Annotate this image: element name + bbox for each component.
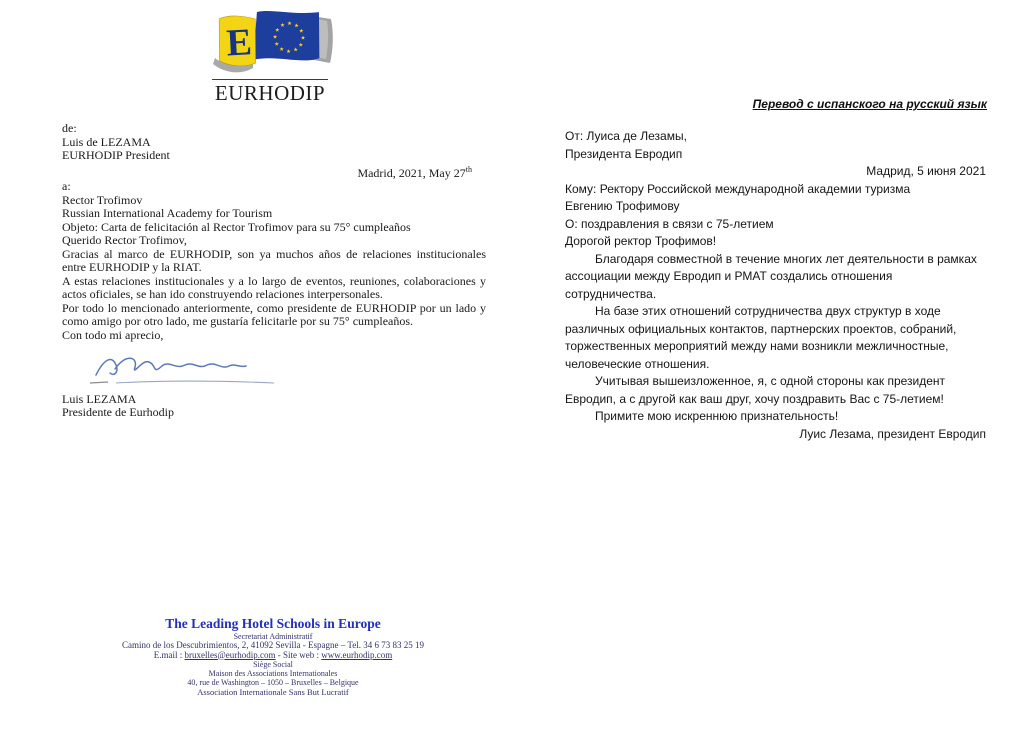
footer-contact-line bbox=[60, 651, 486, 661]
ru-thanks-line: Примите мою искреннюю признательность! bbox=[595, 409, 839, 423]
svg-text:★: ★ bbox=[279, 46, 285, 53]
signer-name: Luis LEZAMA bbox=[62, 391, 137, 406]
from-title: EURHODIP President bbox=[62, 148, 170, 162]
date-text: Madrid, 2021, May 27 bbox=[357, 165, 466, 180]
footer-title: The Leading Hotel Schools in Europe bbox=[165, 616, 381, 631]
svg-text:★: ★ bbox=[300, 35, 306, 42]
to-name: Rector Trofimov bbox=[62, 192, 143, 207]
handwritten-signature bbox=[88, 347, 486, 393]
ru-body-paragraph: Учитывая вышеизложенное, я, с одной стороны как президент Евродип, а с другой как ваш друг, хочу поздравить Вас с 75-летием! bbox=[565, 374, 946, 406]
svg-text:★: ★ bbox=[286, 21, 293, 28]
salutation: Querido Rector Trofimov, bbox=[62, 233, 187, 247]
ru-from-line2: Президента Евродип bbox=[565, 146, 683, 161]
logo-caption: EURHODIP bbox=[212, 79, 328, 106]
svg-text:★: ★ bbox=[274, 41, 280, 48]
svg-text:★: ★ bbox=[298, 28, 304, 35]
svg-text:★: ★ bbox=[272, 34, 278, 41]
ru-to-line1: Кому: Ректору Российской международной академии туризма bbox=[565, 181, 911, 196]
russian-translation bbox=[565, 128, 986, 443]
to-org: Russian International Academy for Tourism bbox=[62, 206, 273, 220]
to-label: a: bbox=[62, 179, 71, 193]
svg-text:★: ★ bbox=[298, 42, 304, 49]
footer-siege: Siège Social bbox=[253, 660, 293, 669]
letter-date bbox=[62, 163, 486, 181]
letter-e: E bbox=[225, 21, 253, 65]
eurhodip-flags-icon bbox=[201, 6, 339, 78]
site-label: - Site web : bbox=[275, 649, 322, 660]
ru-from-line1: От: Луиса де Лезамы, bbox=[565, 129, 687, 143]
letterhead-footer bbox=[60, 616, 486, 697]
signature-icon bbox=[88, 347, 288, 389]
ru-body-paragraph: Благодаря совместной в течение многих лет деятельности в рамках ассоциации между Евродип и РМАТ создались отношения сотрудничества. bbox=[565, 251, 977, 301]
footer-association: Association Internationale Sans But Lucratif bbox=[197, 687, 349, 697]
spanish-letter bbox=[62, 122, 486, 420]
from-name: Luis de LEZAMA bbox=[62, 134, 151, 149]
svg-text:★: ★ bbox=[293, 23, 300, 30]
date-ordinal: th bbox=[465, 164, 472, 174]
svg-text:★: ★ bbox=[293, 47, 299, 54]
website-link[interactable]: www.eurhodip.com bbox=[321, 649, 393, 660]
subject-line: Objeto: Carta de felicitación al Rector Trofimov para su 75° cumpleaños bbox=[62, 219, 411, 234]
eu-flag bbox=[253, 10, 321, 62]
from-label: de: bbox=[62, 121, 77, 135]
footer-maison: Maison des Associations Internationales bbox=[208, 669, 338, 678]
footer-address: Camino de los Descubrimientos, 2, 41092 Sevilla - Espagne – Tel. 34 6 73 83 25 19 bbox=[122, 640, 424, 650]
closing: Con todo mi aprecio, bbox=[62, 327, 164, 342]
ru-body-paragraph: На базе этих отношений сотрудничества двух структур в ходе различных официальных контактов, партнерских проектов, собраний, торжественных мероприятий между нами возникли межличностные, человеческие отношения. bbox=[565, 304, 957, 371]
ru-subject-line: О: поздравления в связи с 75-летием bbox=[565, 216, 774, 231]
body-paragraph: Por todo lo mencionado anteriormente, como presidente de EURHODIP por un lado y como amigo por otro lado, me gustaría felicitarle por su 75° cumpleaños. bbox=[62, 300, 486, 328]
footer-secretariat: Secretariat Administratif bbox=[233, 632, 313, 641]
yellow-e-flag bbox=[217, 15, 258, 67]
svg-text:★: ★ bbox=[285, 49, 292, 56]
svg-text:★: ★ bbox=[279, 22, 286, 29]
body-paragraph: Gracias al marco de EURHODIP, son ya muchos años de relaciones institucionales entre EURHODIP y la RIAT. bbox=[62, 246, 486, 274]
svg-text:★: ★ bbox=[274, 27, 280, 34]
footer-street: 40, rue de Washington – 1050 – Bruxelles – Belgique bbox=[187, 678, 359, 687]
eurhodip-logo bbox=[201, 6, 339, 106]
ru-to-line2: Евгению Трофимову bbox=[565, 199, 680, 213]
ru-salutation: Дорогой ректор Трофимов! bbox=[565, 234, 717, 248]
translation-note: Перевод с испанского на русский язык bbox=[752, 97, 987, 111]
email-label: E.mail : bbox=[153, 649, 185, 660]
ru-letter-date: Мадрид, 5 июня 2021 bbox=[866, 164, 986, 178]
ru-signer-line: Луис Лезама, президент Евродип bbox=[799, 426, 986, 441]
body-paragraph: A estas relaciones institucionales y a lo largo de eventos, reuniones, colaboraciones y actos oficiales, se han ido construyendo relaciones interpersonales. bbox=[62, 273, 486, 301]
signer-title: Presidente de Eurhodip bbox=[62, 405, 174, 419]
email-link[interactable]: bruxelles@eurhodip.com bbox=[184, 649, 276, 660]
